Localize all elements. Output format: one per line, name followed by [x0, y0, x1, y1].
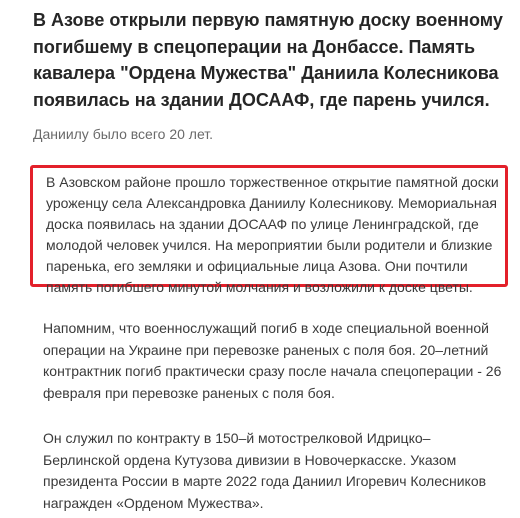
article-lead: Даниилу было всего 20 лет. [33, 126, 214, 142]
article-headline: В Азове открыли первую памятную доску военному погибшему в спецоперации на Донбассе. Память кавалера "Ордена Мужества" Даниила Колесникова появилась на здании ДОСААФ, где парень учился. [33, 10, 503, 110]
body-paragraph: Напомним, что военнослужащий погиб в ходе специальной военной операции на Украине при перевозке раненых с поля боя. 20–летний контрактник погиб практически сразу после начала спецоперации - 26 февраля при перевозке раненых с поля боя. [43, 320, 502, 401]
highlighted-paragraph-text: В Азовском районе прошло торжественное открытие памятной доски уроженцу села Александровка Даниилу Колесникову. Мемориальная доска появилась на здании ДОСААФ по улице Ленинградской, где молодой человек учился. На мероприятии были родители и близкие паренька, его земляки и официальные лица Азова. Они почтили память погибшего минутой молчания и возложили к доске цветы. [46, 174, 499, 295]
highlighted-paragraph-box [30, 165, 508, 295]
body-paragraph: Он служил по контракту в 150–й мотострелковой Идрицко–Берлинской ордена Кутузова дивизии в Новочеркасске. Указом президента России в марте 2022 года Даниил Игоревич Колесников награжден «Орденом Мужества». [43, 430, 487, 511]
